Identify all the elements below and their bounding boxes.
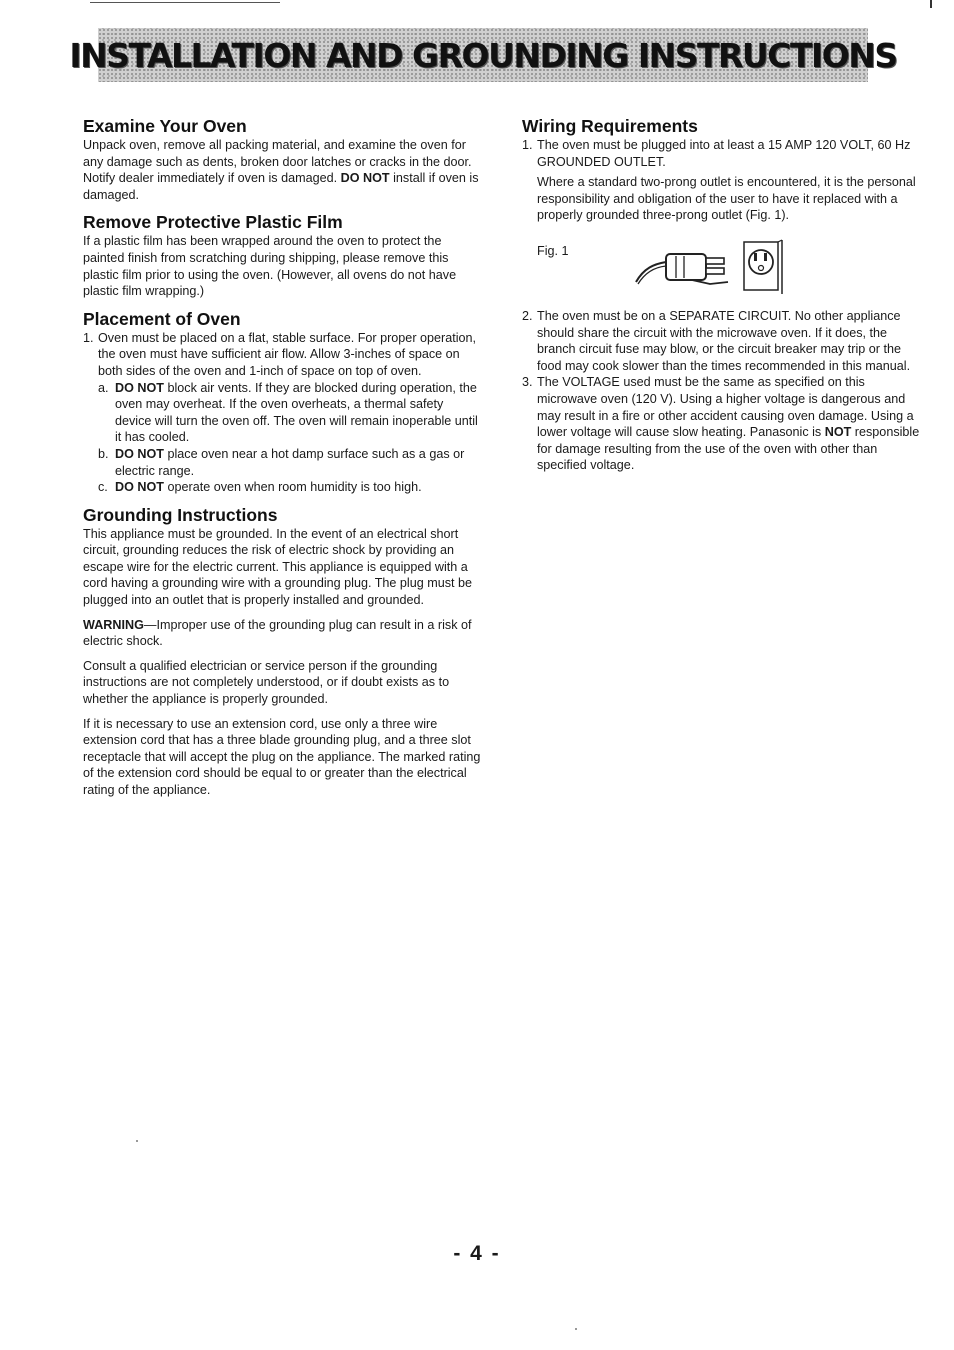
sub-label: a. xyxy=(98,380,109,395)
grounded-plug-outlet-icon xyxy=(632,238,792,296)
page-number: - 4 - xyxy=(453,1242,501,1265)
examine-section xyxy=(83,115,483,203)
warning-label: WARNING xyxy=(83,617,144,632)
examine-text xyxy=(83,137,483,203)
item-text: Oven must be placed on a flat, stable surface. For proper operation, the oven must have sufficient air flow. Allow 3-inches of space on both sides of the oven and 1-inch of space on top of oven. xyxy=(98,330,477,378)
title-banner xyxy=(69,28,897,82)
item-text-end: responsible for damage resulting from the use of the oven with other than specified voltage. xyxy=(537,425,920,473)
wiring-item-3 xyxy=(522,374,922,474)
warning-text: —Improper use of the grounding plug can result in a risk of electric shock. xyxy=(83,617,472,649)
examine-text-end: install if oven is damaged. xyxy=(83,171,479,202)
placement-subitem-c xyxy=(98,479,483,496)
sub-text-part: operate oven when room humidity is too high. xyxy=(163,480,422,495)
sub-text xyxy=(115,446,483,479)
grounding-heading: Grounding Instructions xyxy=(83,504,278,525)
speck xyxy=(136,1140,138,1142)
film-section xyxy=(83,211,483,299)
item-number: 2. xyxy=(522,308,533,323)
sub-emphasis: DO NOT xyxy=(115,446,164,461)
placement-subitem-b xyxy=(98,446,483,479)
speck xyxy=(575,1328,577,1330)
grounding-text-4: If it is necessary to use an extension cord, use only a three wire extension cord that has a three blade grounding plug, and a three slot receptacle that will accept the plug on the appliance. The marked rating of the extension cord should be equal to or greater than the electrical rating of the appliance. xyxy=(83,716,481,797)
corner-mark xyxy=(930,0,932,8)
placement-item-1 xyxy=(83,330,483,380)
examine-emphasis: DO NOT xyxy=(340,171,390,186)
item-number: 1. xyxy=(522,138,533,152)
sub-text-part: place oven near a hot damp surface such as a gas or electric range. xyxy=(115,446,465,478)
film-heading: Remove Protective Plastic Film xyxy=(83,212,343,233)
wiring-section xyxy=(522,115,922,474)
item-text: The oven must be on a SEPARATE CIRCUIT. No other appliance should share the circuit with the microwave oven. If it does, the branch circuit fuse may blow, or the circuit breaker may trip or the food may cook slower than the times recommended in this manual. xyxy=(537,308,911,373)
wiring-item-1 xyxy=(522,137,922,170)
figure-1 xyxy=(522,230,922,300)
sub-label: b. xyxy=(98,446,109,461)
grounding-text-3: Consult a qualified electrician or service person if the grounding instructions are not completely understood, or if doubt exists as to whether the appliance is properly grounded. xyxy=(83,658,450,707)
wiring-item-1-note: Where a standard two-prong outlet is encountered, it is the personal responsibility and obligation of the user to have it replaced with a properly grounded three-prong outlet (Fig. 1). xyxy=(537,175,916,223)
right-column xyxy=(522,115,922,474)
item-text: The oven must be plugged into at least a 15 AMP 120 VOLT, 60 Hz GROUNDED OUTLET. xyxy=(537,138,911,169)
examine-heading: Examine Your Oven xyxy=(83,116,247,136)
sub-text xyxy=(115,479,422,496)
grounding-warning xyxy=(83,617,483,650)
film-text: If a plastic film has been wrapped around the oven to protect the painted finish from scratching during shipping, please remove this plastic film prior to using the oven. (However, all ovens do not have plastic film wrapping.) xyxy=(83,234,457,299)
sub-emphasis: DO NOT xyxy=(115,380,164,395)
figure-label: Fig. 1 xyxy=(537,243,569,258)
sub-label: c. xyxy=(98,480,108,495)
left-column xyxy=(83,115,483,799)
banner-title: INSTALLATION AND GROUNDING INSTRUCTIONS xyxy=(69,35,897,75)
item-text xyxy=(537,374,922,474)
grounding-text-1: This appliance must be grounded. In the event of an electrical short circuit, grounding reduces the risk of electric shock by providing an escape wire for the electric current. This appliance is equipped with a cord having a grounding wire with a grounding plug. The plug must be plugged into an outlet that is properly installed and grounded. xyxy=(83,526,473,608)
top-rule xyxy=(90,2,280,3)
placement-section xyxy=(83,308,483,496)
grounding-section xyxy=(83,504,483,799)
sub-emphasis: DO NOT xyxy=(115,480,164,495)
wiring-heading: Wiring Requirements xyxy=(522,116,698,136)
item-text-part: The VOLTAGE used must be the same as specified on this microwave oven (120 V). Using a higher voltage is dangerous and may result in a fire or other accident causing oven damage. Using a lower voltage will cause slow heating. Panasonic is xyxy=(537,375,914,440)
wiring-item-2 xyxy=(522,308,922,374)
sub-text xyxy=(115,380,483,446)
sub-text-part: block air vents. If they are blocked during operation, the oven may overheat. If the oven overheats, a thermal safety device will turn the oven off. The oven will remain inoperable until it has cooled. xyxy=(115,380,478,445)
item-number: 3. xyxy=(522,375,533,390)
item-number: 1. xyxy=(83,330,94,345)
examine-text-part: Unpack oven, remove all packing material, and examine the oven for any damage such as dents, broken door latches or cracks in the door. Notify dealer immediately if oven is damaged. xyxy=(83,138,472,186)
item-emphasis: NOT xyxy=(824,425,852,440)
placement-subitem-a xyxy=(98,380,483,446)
placement-heading: Placement of Oven xyxy=(83,308,241,329)
